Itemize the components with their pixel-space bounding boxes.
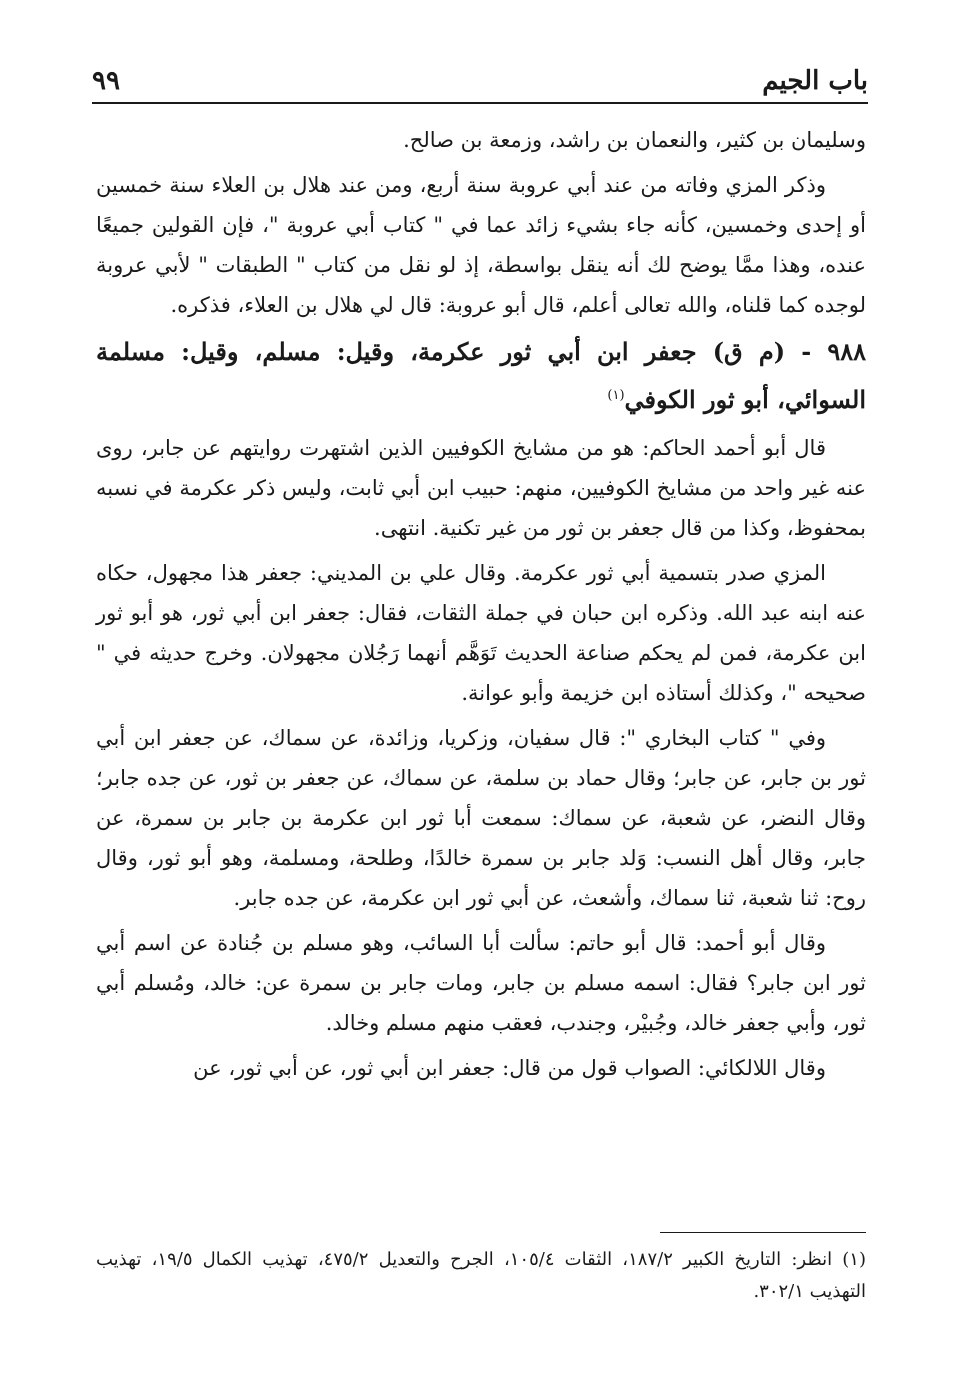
page-number: ٩٩ xyxy=(92,66,120,96)
footnote: (١) انظر: التاريخ الكبير ١٨٧/٢، الثقات ١٠٥/٤، الجرح والتعديل ٤٧٥/٢، تهذيب الكمال ١٩/٥، تهذيب التهذيب ٣٠٢/١. xyxy=(96,1249,866,1302)
main-text xyxy=(96,120,866,1093)
paragraph: وفي " كتاب البخاري ": قال سفيان، وزكريا، وزائدة، عن سماك، عن جعفر ابن أبي ثور بن جابر، عن جابر؛ وقال حماد بن سلمة، عن سماك، عن جعفر بن ثور، عن جده جابر؛ وقال النضر، عن شعبة، عن سماك: سمعت أبا ثور ابن عكرمة بن جابر بن سمرة، عن جابر، وقال أهل النسب: وَلد جابر بن سمرة خالدًا، وطلحة، ومسلمة، وهو أبو ثور، وقال روح: ثنا شعبة، ثنا سماك، وأشعث، عن أبي ثور ابن عكرمة، عن جده جابر. xyxy=(96,726,866,910)
footnotes xyxy=(96,1244,866,1308)
entry-heading-text: ٩٨٨ - (م ق) جعفر ابن أبي ثور عكرمة، وقيل: مسلم، وقيل: مسلمة السوائي، أبو ثور الكوفي xyxy=(96,337,866,414)
paragraph: المزي صدر بتسمية أبي ثور عكرمة. وقال علي بن المديني: جعفر هذا مجهول، حكاه عنه ابنه عبد الله. وذكره ابن حبان في جملة الثقات، فقال: جعفر ابن أبي ثور، هو أبو ثور ابن عكرمة، فمن لم يحكم صناعة الحديث تَوَهَّم أنهما رَجُلان مجهولان. وخرج حديثه في " صحيحه "، وكذلك أستاذه ابن خزيمة وأبو عوانة. xyxy=(96,561,866,705)
running-head: باب الجيم xyxy=(762,66,868,96)
footnote-separator xyxy=(660,1232,866,1233)
entry-heading xyxy=(96,330,866,422)
paragraph: وقال اللالكائي: الصواب قول من قال: جعفر ابن أبي ثور، عن أبي ثور، عن xyxy=(193,1056,826,1080)
paragraph-continuation: وسليمان بن كثير، والنعمان بن راشد، وزمعة بن صالح. xyxy=(403,128,866,152)
paragraph: وذكر المزي وفاته من عند أبي عروبة سنة أربع، ومن عند هلال بن العلاء سنة خمسين أو إحدى وخمسين، كأنه جاء بشيء زائد عما في " كتاب أبي عروبة "، فإن القولين جميعًا عنده، وهذا ممَّا يوضح لك أنه ينقل بواسطة، إذ لو نقل من كتاب " الطبقات " لأبي عروبة لوجده كما قلناه، والله تعالى أعلم، قال أبو عروبة: قال لي هلال بن العلاء، فذكره. xyxy=(96,173,866,317)
paragraph: قال أبو أحمد الحاكم: هو من مشايخ الكوفيين الذين اشتهرت روايتهم عن جابر، روى عنه غير واحد من مشايخ الكوفيين، منهم: حبيب ابن أبي ثابت، وليس ذكر عكرمة في نسبه بمحفوظ، وكذا من قال جعفر بن ثور من غير تكنية. انتهى. xyxy=(96,436,866,540)
header-rule xyxy=(92,102,868,104)
paragraph: وقال أبو أحمد: قال أبو حاتم: سألت أبا السائب، وهو مسلم بن جُنادة عن اسم أبي ثور ابن جابر؟ فقال: اسمه مسلم بن جابر، ومات جابر بن سمرة عن: خالد، ومُسلم أبي ثور، وأبي جعفر خالد، وجُبيْر، وجندب، فعقب منهم مسلم وخالد. xyxy=(96,931,866,1035)
footnote-reference: (١) xyxy=(607,388,625,403)
page-header xyxy=(92,60,868,104)
